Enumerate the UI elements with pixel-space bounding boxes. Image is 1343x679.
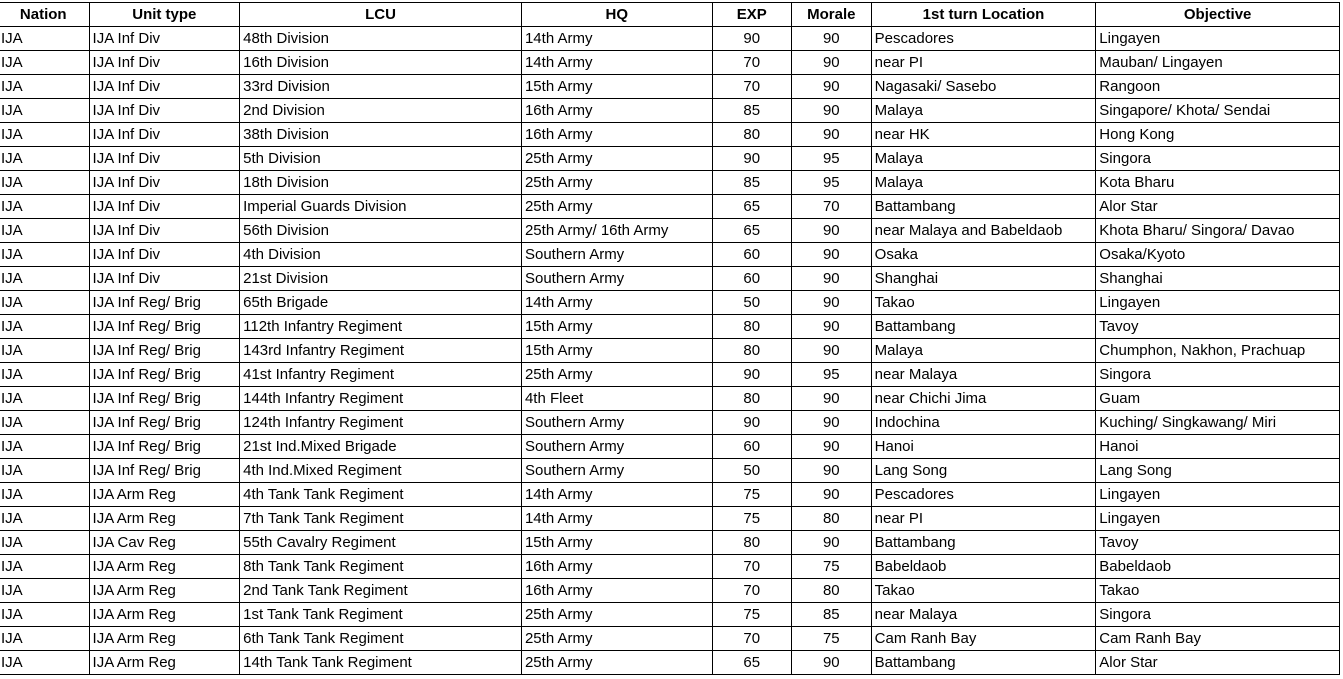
table-row bbox=[0, 579, 1340, 603]
cell-lcu[interactable]: 21st Ind.Mixed Brigade bbox=[240, 435, 522, 459]
cell-exp[interactable]: 80 bbox=[712, 339, 791, 363]
cell-morale[interactable]: 90 bbox=[791, 459, 871, 483]
cell-hq[interactable]: 15th Army bbox=[521, 315, 712, 339]
cell-first-turn-location[interactable]: near Chichi Jima bbox=[871, 387, 1096, 411]
cell-hq[interactable]: 25th Army bbox=[521, 171, 712, 195]
cell-morale[interactable]: 95 bbox=[791, 171, 871, 195]
cell-unit-type[interactable]: IJA Inf Div bbox=[89, 267, 240, 291]
table-row bbox=[0, 315, 1340, 339]
cell-objective[interactable]: Kuching/ Singkawang/ Miri bbox=[1096, 411, 1340, 435]
cell-morale[interactable]: 85 bbox=[791, 603, 871, 627]
cell-first-turn-location[interactable]: Cam Ranh Bay bbox=[871, 627, 1096, 651]
cell-first-turn-location[interactable]: Pescadores bbox=[871, 27, 1096, 51]
cell-nation[interactable]: IJA bbox=[0, 147, 89, 171]
cell-hq[interactable]: 4th Fleet bbox=[521, 387, 712, 411]
cell-nation[interactable]: IJA bbox=[0, 579, 89, 603]
cell-hq[interactable]: 25th Army bbox=[521, 147, 712, 171]
cell-unit-type[interactable]: IJA Inf Reg/ Brig bbox=[89, 459, 240, 483]
cell-exp[interactable]: 85 bbox=[712, 99, 791, 123]
cell-unit-type[interactable]: IJA Inf Div bbox=[89, 147, 240, 171]
header-exp: EXP bbox=[712, 3, 791, 27]
cell-exp[interactable]: 70 bbox=[712, 579, 791, 603]
cell-unit-type[interactable]: IJA Inf Div bbox=[89, 27, 240, 51]
cell-morale[interactable]: 95 bbox=[791, 147, 871, 171]
header-first-turn-location: 1st turn Location bbox=[871, 3, 1096, 27]
cell-nation[interactable]: IJA bbox=[0, 123, 89, 147]
cell-first-turn-location[interactable]: Pescadores bbox=[871, 483, 1096, 507]
cell-first-turn-location[interactable]: Battambang bbox=[871, 651, 1096, 675]
header-row bbox=[0, 3, 1340, 27]
cell-exp[interactable]: 65 bbox=[712, 195, 791, 219]
table-row bbox=[0, 75, 1340, 99]
cell-nation[interactable]: IJA bbox=[0, 411, 89, 435]
cell-hq[interactable]: 25th Army bbox=[521, 627, 712, 651]
cell-morale[interactable]: 90 bbox=[791, 123, 871, 147]
cell-exp[interactable]: 75 bbox=[712, 483, 791, 507]
cell-nation[interactable]: IJA bbox=[0, 291, 89, 315]
cell-objective[interactable]: Singapore/ Khota/ Sendai bbox=[1096, 99, 1340, 123]
cell-exp[interactable]: 85 bbox=[712, 171, 791, 195]
cell-lcu[interactable]: 48th Division bbox=[240, 27, 522, 51]
table-row bbox=[0, 459, 1340, 483]
cell-first-turn-location[interactable]: Battambang bbox=[871, 195, 1096, 219]
header-lcu: LCU bbox=[240, 3, 522, 27]
header-morale: Morale bbox=[791, 3, 871, 27]
cell-objective[interactable]: Lingayen bbox=[1096, 483, 1340, 507]
cell-objective[interactable]: Alor Star bbox=[1096, 651, 1340, 675]
cell-lcu[interactable]: 143rd Infantry Regiment bbox=[240, 339, 522, 363]
cell-morale[interactable]: 90 bbox=[791, 435, 871, 459]
cell-first-turn-location[interactable]: Battambang bbox=[871, 531, 1096, 555]
cell-first-turn-location[interactable]: Takao bbox=[871, 291, 1096, 315]
cell-first-turn-location[interactable]: near HK bbox=[871, 123, 1096, 147]
table-row bbox=[0, 147, 1340, 171]
cell-nation[interactable]: IJA bbox=[0, 75, 89, 99]
cell-objective[interactable]: Hanoi bbox=[1096, 435, 1340, 459]
cell-nation[interactable]: IJA bbox=[0, 51, 89, 75]
cell-nation[interactable]: IJA bbox=[0, 363, 89, 387]
cell-morale[interactable]: 90 bbox=[791, 51, 871, 75]
cell-hq[interactable]: 16th Army bbox=[521, 123, 712, 147]
header-hq: HQ bbox=[521, 3, 712, 27]
cell-nation[interactable]: IJA bbox=[0, 435, 89, 459]
table-row bbox=[0, 195, 1340, 219]
cell-lcu[interactable]: 2nd Division bbox=[240, 99, 522, 123]
cell-unit-type[interactable]: IJA Inf Div bbox=[89, 99, 240, 123]
cell-unit-type[interactable]: IJA Inf Div bbox=[89, 123, 240, 147]
cell-objective[interactable]: Rangoon bbox=[1096, 75, 1340, 99]
cell-unit-type[interactable]: IJA Cav Reg bbox=[89, 531, 240, 555]
cell-lcu[interactable]: 18th Division bbox=[240, 171, 522, 195]
cell-nation[interactable]: IJA bbox=[0, 243, 89, 267]
cell-hq[interactable]: 25th Army bbox=[521, 195, 712, 219]
cell-lcu[interactable]: 55th Cavalry Regiment bbox=[240, 531, 522, 555]
cell-morale[interactable]: 95 bbox=[791, 363, 871, 387]
cell-hq[interactable]: 14th Army bbox=[521, 483, 712, 507]
cell-lcu[interactable]: 4th Ind.Mixed Regiment bbox=[240, 459, 522, 483]
table-row bbox=[0, 483, 1340, 507]
cell-morale[interactable]: 90 bbox=[791, 75, 871, 99]
cell-morale[interactable]: 90 bbox=[791, 651, 871, 675]
cell-exp[interactable]: 50 bbox=[712, 459, 791, 483]
cell-unit-type[interactable]: IJA Inf Div bbox=[89, 171, 240, 195]
cell-hq[interactable]: Southern Army bbox=[521, 435, 712, 459]
cell-exp[interactable]: 70 bbox=[712, 627, 791, 651]
cell-hq[interactable]: 15th Army bbox=[521, 339, 712, 363]
cell-lcu[interactable]: 6th Tank Tank Regiment bbox=[240, 627, 522, 651]
table-row bbox=[0, 387, 1340, 411]
table-row bbox=[0, 435, 1340, 459]
cell-objective[interactable]: Singora bbox=[1096, 603, 1340, 627]
cell-first-turn-location[interactable]: Lang Song bbox=[871, 459, 1096, 483]
cell-hq[interactable]: Southern Army bbox=[521, 459, 712, 483]
cell-objective[interactable]: Lingayen bbox=[1096, 507, 1340, 531]
cell-unit-type[interactable]: IJA Inf Div bbox=[89, 51, 240, 75]
table-row bbox=[0, 411, 1340, 435]
cell-first-turn-location[interactable]: Battambang bbox=[871, 315, 1096, 339]
cell-lcu[interactable]: 41st Infantry Regiment bbox=[240, 363, 522, 387]
cell-unit-type[interactable]: IJA Inf Reg/ Brig bbox=[89, 339, 240, 363]
cell-objective[interactable]: Cam Ranh Bay bbox=[1096, 627, 1340, 651]
cell-first-turn-location[interactable]: Malaya bbox=[871, 339, 1096, 363]
table-row bbox=[0, 507, 1340, 531]
cell-nation[interactable]: IJA bbox=[0, 339, 89, 363]
table-row bbox=[0, 267, 1340, 291]
cell-objective[interactable]: Lingayen bbox=[1096, 291, 1340, 315]
cell-lcu[interactable]: 16th Division bbox=[240, 51, 522, 75]
cell-exp[interactable]: 50 bbox=[712, 291, 791, 315]
cell-exp[interactable]: 80 bbox=[712, 123, 791, 147]
cell-objective[interactable]: Singora bbox=[1096, 147, 1340, 171]
cell-first-turn-location[interactable]: near Malaya bbox=[871, 363, 1096, 387]
cell-unit-type[interactable]: IJA Inf Div bbox=[89, 243, 240, 267]
cell-exp[interactable]: 70 bbox=[712, 75, 791, 99]
table-row bbox=[0, 363, 1340, 387]
cell-lcu[interactable]: 5th Division bbox=[240, 147, 522, 171]
cell-lcu[interactable]: 7th Tank Tank Regiment bbox=[240, 507, 522, 531]
cell-hq[interactable]: Southern Army bbox=[521, 243, 712, 267]
cell-morale[interactable]: 90 bbox=[791, 339, 871, 363]
cell-exp[interactable]: 90 bbox=[712, 363, 791, 387]
cell-morale[interactable]: 90 bbox=[791, 27, 871, 51]
cell-first-turn-location[interactable]: Malaya bbox=[871, 171, 1096, 195]
cell-morale[interactable]: 90 bbox=[791, 483, 871, 507]
cell-morale[interactable]: 90 bbox=[791, 531, 871, 555]
cell-first-turn-location[interactable]: Malaya bbox=[871, 147, 1096, 171]
cell-morale[interactable]: 90 bbox=[791, 291, 871, 315]
cell-nation[interactable]: IJA bbox=[0, 483, 89, 507]
header-unit-type: Unit type bbox=[89, 3, 240, 27]
cell-morale[interactable]: 90 bbox=[791, 387, 871, 411]
cell-objective[interactable]: Hong Kong bbox=[1096, 123, 1340, 147]
cell-objective[interactable]: Takao bbox=[1096, 579, 1340, 603]
cell-nation[interactable]: IJA bbox=[0, 195, 89, 219]
cell-nation[interactable]: IJA bbox=[0, 531, 89, 555]
table-row bbox=[0, 123, 1340, 147]
table-row bbox=[0, 627, 1340, 651]
cell-hq[interactable]: 14th Army bbox=[521, 507, 712, 531]
cell-objective[interactable]: Shanghai bbox=[1096, 267, 1340, 291]
cell-morale[interactable]: 75 bbox=[791, 627, 871, 651]
cell-exp[interactable]: 90 bbox=[712, 147, 791, 171]
table-row bbox=[0, 603, 1340, 627]
cell-objective[interactable]: Lingayen bbox=[1096, 27, 1340, 51]
table-row bbox=[0, 51, 1340, 75]
cell-hq[interactable]: Southern Army bbox=[521, 411, 712, 435]
cell-nation[interactable]: IJA bbox=[0, 27, 89, 51]
cell-hq[interactable]: 25th Army bbox=[521, 651, 712, 675]
cell-hq[interactable]: 16th Army bbox=[521, 99, 712, 123]
cell-morale[interactable]: 90 bbox=[791, 243, 871, 267]
cell-exp[interactable]: 80 bbox=[712, 387, 791, 411]
cell-unit-type[interactable]: IJA Arm Reg bbox=[89, 507, 240, 531]
cell-unit-type[interactable]: IJA Inf Reg/ Brig bbox=[89, 315, 240, 339]
cell-lcu[interactable]: 65th Brigade bbox=[240, 291, 522, 315]
cell-hq[interactable]: 14th Army bbox=[521, 27, 712, 51]
cell-first-turn-location[interactable]: near Malaya and Babeldaob bbox=[871, 219, 1096, 243]
cell-lcu[interactable]: 2nd Tank Tank Regiment bbox=[240, 579, 522, 603]
cell-exp[interactable]: 70 bbox=[712, 555, 791, 579]
cell-exp[interactable]: 90 bbox=[712, 27, 791, 51]
units-table bbox=[0, 2, 1340, 675]
table-row bbox=[0, 531, 1340, 555]
cell-objective[interactable]: Babeldaob bbox=[1096, 555, 1340, 579]
cell-nation[interactable]: IJA bbox=[0, 507, 89, 531]
cell-morale[interactable]: 80 bbox=[791, 579, 871, 603]
cell-lcu[interactable]: 144th Infantry Regiment bbox=[240, 387, 522, 411]
cell-nation[interactable]: IJA bbox=[0, 267, 89, 291]
cell-lcu[interactable]: 8th Tank Tank Regiment bbox=[240, 555, 522, 579]
cell-first-turn-location[interactable]: Nagasaki/ Sasebo bbox=[871, 75, 1096, 99]
cell-objective[interactable]: Khota Bharu/ Singora/ Davao bbox=[1096, 219, 1340, 243]
cell-nation[interactable]: IJA bbox=[0, 387, 89, 411]
cell-first-turn-location[interactable]: near PI bbox=[871, 51, 1096, 75]
table-row bbox=[0, 243, 1340, 267]
cell-hq[interactable]: 16th Army bbox=[521, 579, 712, 603]
cell-unit-type[interactable]: IJA Inf Reg/ Brig bbox=[89, 363, 240, 387]
cell-unit-type[interactable]: IJA Inf Reg/ Brig bbox=[89, 411, 240, 435]
table-body bbox=[0, 27, 1340, 675]
cell-objective[interactable]: Osaka/Kyoto bbox=[1096, 243, 1340, 267]
cell-first-turn-location[interactable]: near PI bbox=[871, 507, 1096, 531]
cell-unit-type[interactable]: IJA Inf Div bbox=[89, 219, 240, 243]
cell-unit-type[interactable]: IJA Inf Div bbox=[89, 75, 240, 99]
cell-exp[interactable]: 65 bbox=[712, 219, 791, 243]
cell-morale[interactable]: 90 bbox=[791, 267, 871, 291]
table-header bbox=[0, 3, 1340, 27]
cell-morale[interactable]: 70 bbox=[791, 195, 871, 219]
cell-nation[interactable]: IJA bbox=[0, 171, 89, 195]
cell-hq[interactable]: 25th Army/ 16th Army bbox=[521, 219, 712, 243]
cell-hq[interactable]: 25th Army bbox=[521, 603, 712, 627]
cell-first-turn-location[interactable]: Takao bbox=[871, 579, 1096, 603]
cell-lcu[interactable]: 56th Division bbox=[240, 219, 522, 243]
cell-unit-type[interactable]: IJA Inf Reg/ Brig bbox=[89, 387, 240, 411]
cell-objective[interactable]: Guam bbox=[1096, 387, 1340, 411]
cell-nation[interactable]: IJA bbox=[0, 627, 89, 651]
cell-exp[interactable]: 60 bbox=[712, 267, 791, 291]
cell-exp[interactable]: 70 bbox=[712, 51, 791, 75]
cell-unit-type[interactable]: IJA Arm Reg bbox=[89, 579, 240, 603]
cell-nation[interactable]: IJA bbox=[0, 459, 89, 483]
cell-first-turn-location[interactable]: Hanoi bbox=[871, 435, 1096, 459]
cell-unit-type[interactable]: IJA Arm Reg bbox=[89, 603, 240, 627]
table-row bbox=[0, 219, 1340, 243]
header-objective: Objective bbox=[1096, 3, 1340, 27]
cell-hq[interactable]: 15th Army bbox=[521, 531, 712, 555]
table-row bbox=[0, 171, 1340, 195]
cell-unit-type[interactable]: IJA Inf Div bbox=[89, 195, 240, 219]
cell-lcu[interactable]: 33rd Division bbox=[240, 75, 522, 99]
cell-first-turn-location[interactable]: Indochina bbox=[871, 411, 1096, 435]
cell-morale[interactable]: 90 bbox=[791, 219, 871, 243]
cell-lcu[interactable]: 4th Division bbox=[240, 243, 522, 267]
table-row bbox=[0, 99, 1340, 123]
cell-unit-type[interactable]: IJA Arm Reg bbox=[89, 651, 240, 675]
cell-lcu[interactable]: 38th Division bbox=[240, 123, 522, 147]
cell-hq[interactable]: 16th Army bbox=[521, 555, 712, 579]
cell-lcu[interactable]: 14th Tank Tank Regiment bbox=[240, 651, 522, 675]
cell-first-turn-location[interactable]: Babeldaob bbox=[871, 555, 1096, 579]
cell-first-turn-location[interactable]: Shanghai bbox=[871, 267, 1096, 291]
table-row bbox=[0, 27, 1340, 51]
cell-unit-type[interactable]: IJA Arm Reg bbox=[89, 627, 240, 651]
cell-unit-type[interactable]: IJA Inf Reg/ Brig bbox=[89, 435, 240, 459]
cell-nation[interactable]: IJA bbox=[0, 603, 89, 627]
cell-objective[interactable]: Lang Song bbox=[1096, 459, 1340, 483]
cell-exp[interactable]: 80 bbox=[712, 315, 791, 339]
cell-exp[interactable]: 65 bbox=[712, 651, 791, 675]
cell-hq[interactable]: 14th Army bbox=[521, 51, 712, 75]
cell-lcu[interactable]: 124th Infantry Regiment bbox=[240, 411, 522, 435]
cell-objective[interactable]: Tavoy bbox=[1096, 531, 1340, 555]
cell-objective[interactable]: Kota Bharu bbox=[1096, 171, 1340, 195]
table-row bbox=[0, 555, 1340, 579]
cell-hq[interactable]: 25th Army bbox=[521, 363, 712, 387]
cell-lcu[interactable]: 1st Tank Tank Regiment bbox=[240, 603, 522, 627]
cell-objective[interactable]: Chumphon, Nakhon, Prachuap bbox=[1096, 339, 1340, 363]
cell-exp[interactable]: 60 bbox=[712, 243, 791, 267]
header-nation: Nation bbox=[0, 3, 89, 27]
cell-first-turn-location[interactable]: near Malaya bbox=[871, 603, 1096, 627]
cell-exp[interactable]: 80 bbox=[712, 531, 791, 555]
cell-first-turn-location[interactable]: Osaka bbox=[871, 243, 1096, 267]
cell-lcu[interactable]: Imperial Guards Division bbox=[240, 195, 522, 219]
table-row bbox=[0, 339, 1340, 363]
cell-morale[interactable]: 90 bbox=[791, 315, 871, 339]
cell-lcu[interactable]: 21st Division bbox=[240, 267, 522, 291]
cell-morale[interactable]: 80 bbox=[791, 507, 871, 531]
cell-hq[interactable]: Southern Army bbox=[521, 267, 712, 291]
table-row bbox=[0, 651, 1340, 675]
cell-objective[interactable]: Singora bbox=[1096, 363, 1340, 387]
cell-objective[interactable]: Alor Star bbox=[1096, 195, 1340, 219]
cell-lcu[interactable]: 112th Infantry Regiment bbox=[240, 315, 522, 339]
cell-first-turn-location[interactable]: Malaya bbox=[871, 99, 1096, 123]
cell-nation[interactable]: IJA bbox=[0, 219, 89, 243]
cell-nation[interactable]: IJA bbox=[0, 315, 89, 339]
cell-nation[interactable]: IJA bbox=[0, 99, 89, 123]
cell-exp[interactable]: 90 bbox=[712, 411, 791, 435]
cell-morale[interactable]: 90 bbox=[791, 411, 871, 435]
cell-morale[interactable]: 75 bbox=[791, 555, 871, 579]
cell-hq[interactable]: 15th Army bbox=[521, 75, 712, 99]
cell-exp[interactable]: 60 bbox=[712, 435, 791, 459]
cell-nation[interactable]: IJA bbox=[0, 651, 89, 675]
table-row bbox=[0, 291, 1340, 315]
cell-unit-type[interactable]: IJA Arm Reg bbox=[89, 483, 240, 507]
cell-exp[interactable]: 75 bbox=[712, 507, 791, 531]
cell-unit-type[interactable]: IJA Inf Reg/ Brig bbox=[89, 291, 240, 315]
cell-morale[interactable]: 90 bbox=[791, 99, 871, 123]
cell-nation[interactable]: IJA bbox=[0, 555, 89, 579]
cell-exp[interactable]: 75 bbox=[712, 603, 791, 627]
cell-unit-type[interactable]: IJA Arm Reg bbox=[89, 555, 240, 579]
cell-lcu[interactable]: 4th Tank Tank Regiment bbox=[240, 483, 522, 507]
cell-objective[interactable]: Mauban/ Lingayen bbox=[1096, 51, 1340, 75]
cell-hq[interactable]: 14th Army bbox=[521, 291, 712, 315]
cell-objective[interactable]: Tavoy bbox=[1096, 315, 1340, 339]
